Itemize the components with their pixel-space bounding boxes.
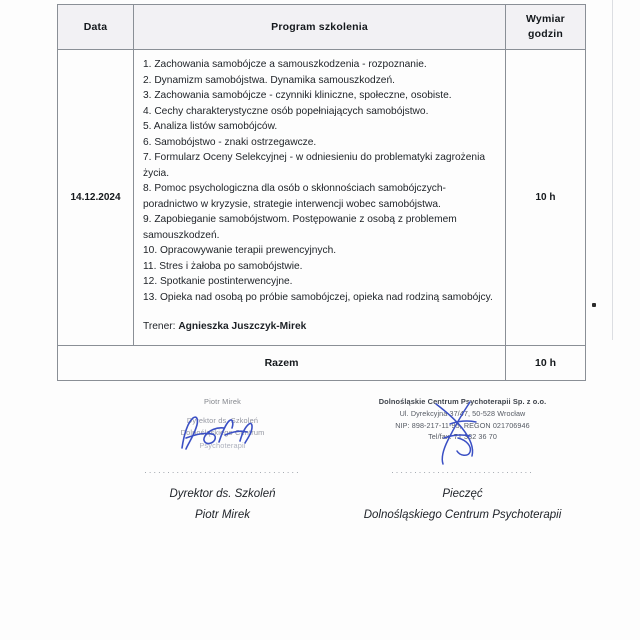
program-item: 8. Pomoc psychologiczna dla osób o skłonnościach samobójczych- poradnictwo w kryzysie, strategie interwencji wobec samobójstwa. [143,183,446,210]
program-item: 2. Dynamizm samobójstwa. Dynamika samouszkodzeń. [143,74,395,86]
program-item: 11. Stres i żałoba po samobójstwie. [143,260,303,272]
program-item: 3. Zachowania samobójcze - czynniki kliniczne, społeczne, osobiste. [143,90,452,101]
signature-caption-left [110,484,335,527]
column-header-hours [506,5,586,50]
signature-caption-right [330,484,595,527]
program-item: 6. Samobójstwo - znaki ostrzegawcze. [143,136,317,148]
stamp-left-line: Dolnośląskiego Centrum [180,428,265,438]
training-program-table [57,4,586,381]
trainer-line [143,319,496,335]
program-item: 13. Opieka nad osobą po próbie samobójczej, opieka nad rodziną samobójcy. [143,291,493,303]
program-item-list [143,57,496,305]
signature-block-right [330,396,595,527]
cell-program [134,50,506,346]
table-header-row [58,5,586,50]
cell-hours: 10 h [506,50,586,346]
stamp-left-line: Dyrektor ds. Szkoleń [186,416,259,426]
program-item: 1. Zachowania samobójcze a samouszkodzenia - rozpoznanie. [143,59,427,70]
caption-line: Dolnośląskiego Centrum Psychoterapii [363,509,562,522]
stamp-left [110,396,335,458]
trainer-name: Agnieszka Juszczyk-Mirek [178,321,307,332]
cell-date: 14.12.2024 [58,50,134,346]
program-item: 10. Opracowywanie terapii prewencyjnych. [143,245,337,256]
table-total-row [58,345,586,380]
signature-zone [0,396,640,546]
signature-dotted-rule: .................................. [144,466,301,475]
column-header-hours-line1: Wymiar [526,12,565,25]
program-item: 7. Formularz Oceny Selekcyjnej - w odniesieniu do problematyki zagrożenia życia. [143,152,486,179]
stamp-left-line: Psychoterapii [199,440,246,450]
scan-edge-line [612,0,613,340]
column-header-date: Data [58,5,134,50]
stamp-right-line: NIP: 898-217-11-95, REGON 021706946 [395,420,530,430]
stamp-left-line: Piotr Mirek [204,397,241,406]
stamp-right [330,396,595,458]
program-item: 9. Zapobieganie samobójstwom. Postępowanie z osobą z problemem samouszkodzeń. [143,214,457,241]
caption-line: Dyrektor ds. Szkoleń [169,488,276,500]
program-item: 5. Analiza listów samobójców. [143,121,278,132]
column-header-hours-line2: godzin [527,28,564,40]
stamp-right-line: Ul. Dyrekcyjna 37/47, 50-528 Wrocław [399,408,526,418]
program-item: 4. Cechy charakterystyczne osób popełniających samobójstwo. [143,105,429,117]
total-label: Razem [58,345,506,380]
caption-line: Piotr Mirek [195,509,250,522]
caption-line: Pieczęć [442,488,483,500]
total-hours: 10 h [506,345,586,380]
program-item: 12. Spotkanie postinterwencyjne. [143,276,293,287]
trainer-label: Trener: [143,321,176,332]
signature-block-left [110,396,335,527]
table-row [58,50,586,346]
signature-dotted-rule: ............................... [391,466,534,475]
scan-speck-artifact [592,303,596,307]
stamp-right-line: Dolnośląskie Centrum Psychoterapii Sp. z o.o. [378,397,547,406]
stamp-right-line: Tel/fax. 71 332 36 70 [428,432,497,442]
column-header-program: Program szkolenia [134,5,506,50]
